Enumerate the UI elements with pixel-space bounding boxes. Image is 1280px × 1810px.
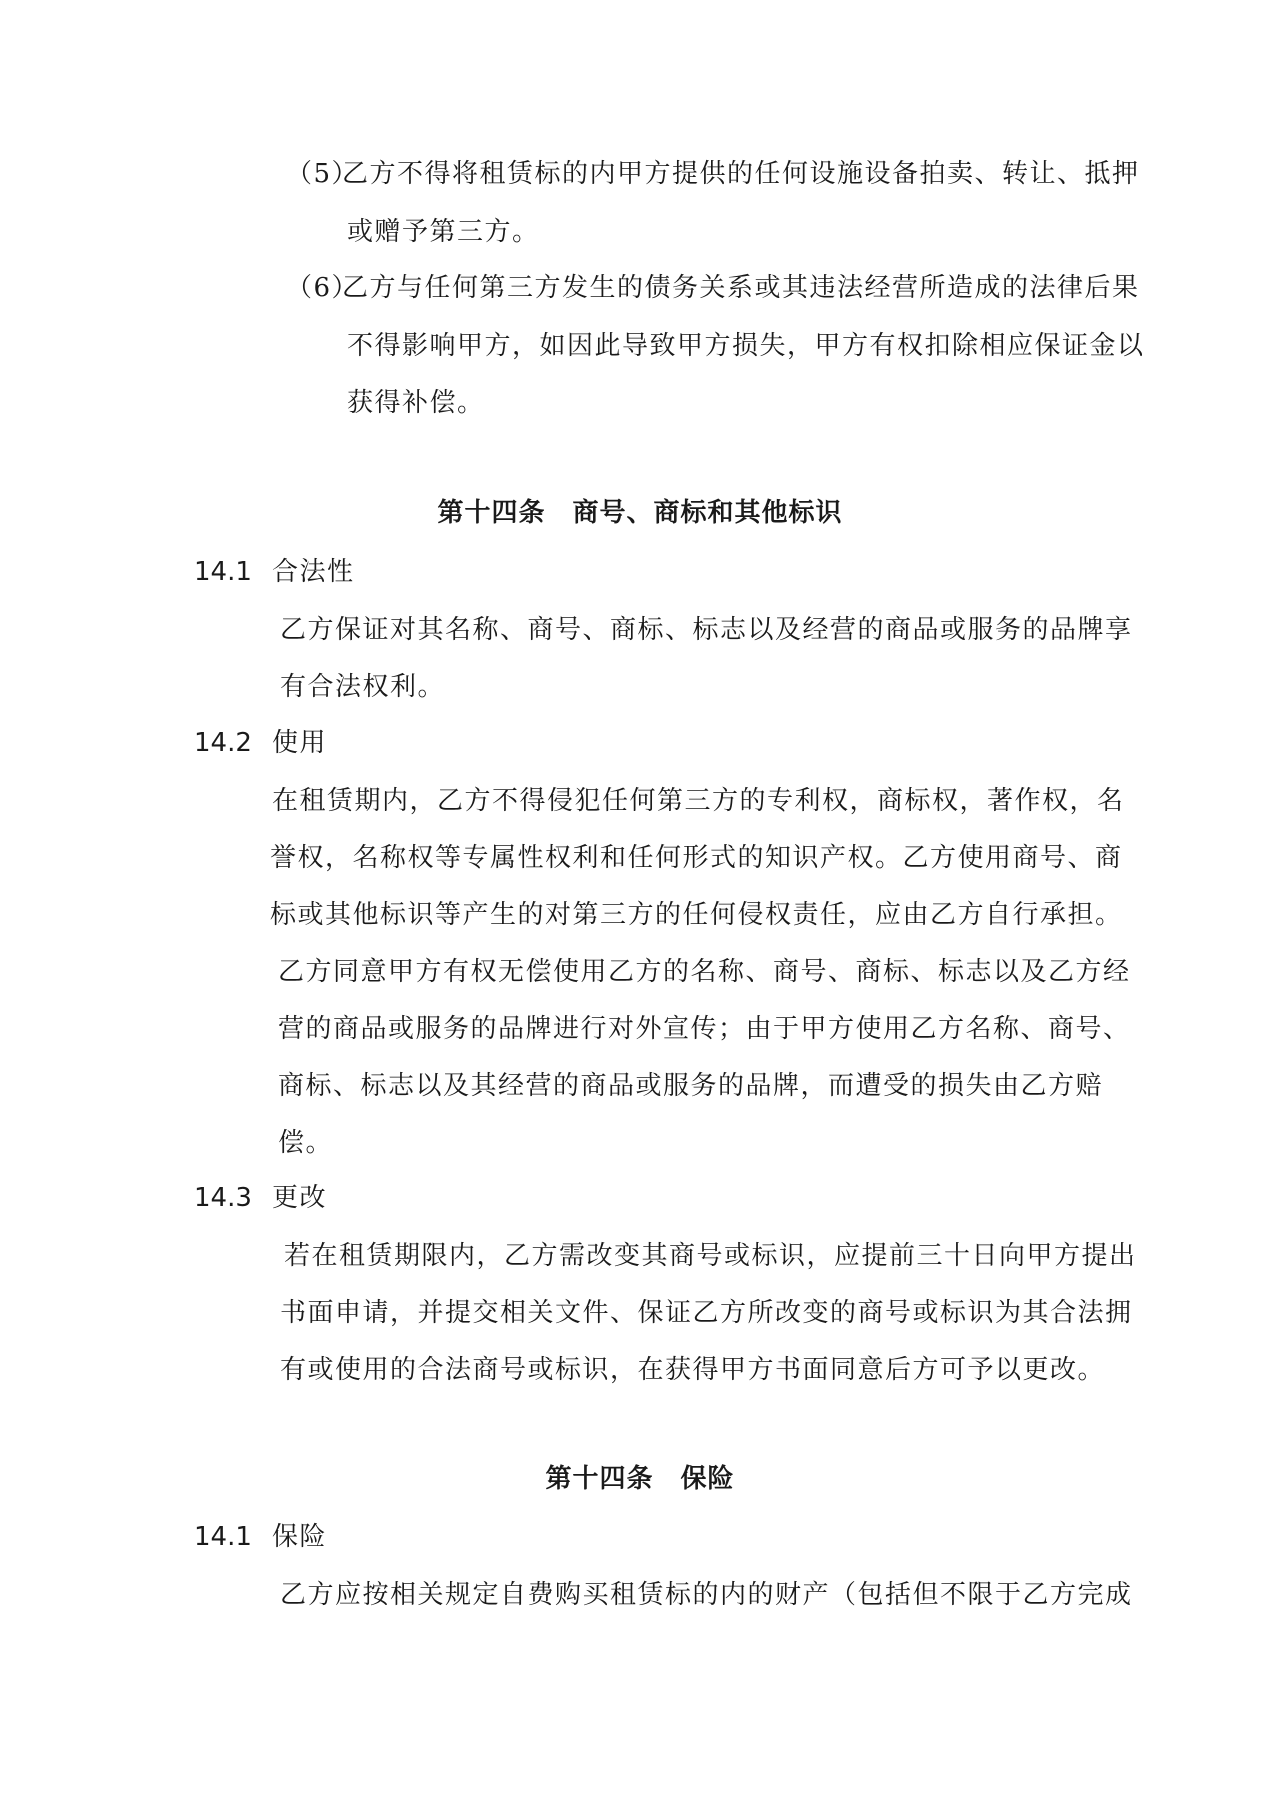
section-14-2-title: 使用 xyxy=(272,728,328,758)
section-14-1-line-2: 有合法权利。 xyxy=(280,672,446,702)
section-14-2-line-1: 在租赁期内，乙方不得侵犯任何第三方的专利权，商标权，著作权，名 xyxy=(272,786,1125,816)
section-insurance-14-1-number: 14.1 xyxy=(194,1522,252,1552)
item-6-line-1: 乙方与任何第三方发生的债务关系或其违法经营所造成的法律后果 xyxy=(342,273,1140,303)
section-14-1-number: 14.1 xyxy=(194,557,252,587)
item-5-line-2: 或赠予第三方。 xyxy=(347,217,540,247)
section-insurance-14-1-title: 保险 xyxy=(272,1522,328,1552)
item-6-line-2: 不得影响甲方，如因此导致甲方损失，甲方有权扣除相应保证金以 xyxy=(347,331,1145,361)
article-14-heading: 第十四条 商号、商标和其他标识 xyxy=(437,498,843,528)
section-14-3-line-1: 若在租赁期限内，乙方需改变其商号或标识，应提前三十日向甲方提出 xyxy=(284,1241,1137,1271)
section-14-1-title: 合法性 xyxy=(272,557,355,587)
section-14-3-title: 更改 xyxy=(272,1183,328,1213)
item-6-line-3: 获得补偿。 xyxy=(347,388,485,418)
section-14-3-line-3: 有或使用的合法商号或标识，在获得甲方书面同意后方可予以更改。 xyxy=(280,1355,1106,1385)
section-14-2-line-3: 标或其他标识等产生的对第三方的任何侵权责任，应由乙方自行承担。 xyxy=(270,900,1123,930)
section-14-3-number: 14.3 xyxy=(194,1183,252,1213)
section-14-2-number: 14.2 xyxy=(194,728,252,758)
section-insurance-14-1-line-1: 乙方应按相关规定自费购买租赁标的内的财产（包括但不限于乙方完成 xyxy=(280,1580,1133,1610)
item-5-label: （5） xyxy=(286,159,360,189)
item-6-label: （6） xyxy=(286,273,360,303)
item-5-line-1: 乙方不得将租赁标的内甲方提供的任何设施设备拍卖、转让、抵押 xyxy=(342,159,1140,189)
section-14-1-line-1: 乙方保证对其名称、商号、商标、标志以及经营的商品或服务的品牌享 xyxy=(280,615,1133,645)
article-14-insurance-heading: 第十四条 保险 xyxy=(545,1464,735,1494)
section-14-3-line-2: 书面申请，并提交相关文件、保证乙方所改变的商号或标识为其合法拥 xyxy=(280,1298,1133,1328)
section-14-2-line-6: 商标、标志以及其经营的商品或服务的品牌，而遭受的损失由乙方赔 xyxy=(278,1071,1104,1101)
section-14-2-line-5: 营的商品或服务的品牌进行对外宣传；由于甲方使用乙方名称、商号、 xyxy=(278,1014,1131,1044)
section-14-2-line-2: 誉权，名称权等专属性权利和任何形式的知识产权。乙方使用商号、商 xyxy=(270,843,1123,873)
section-14-2-line-7: 偿。 xyxy=(278,1128,334,1158)
section-14-2-line-4: 乙方同意甲方有权无偿使用乙方的名称、商号、商标、标志以及乙方经 xyxy=(278,957,1131,987)
